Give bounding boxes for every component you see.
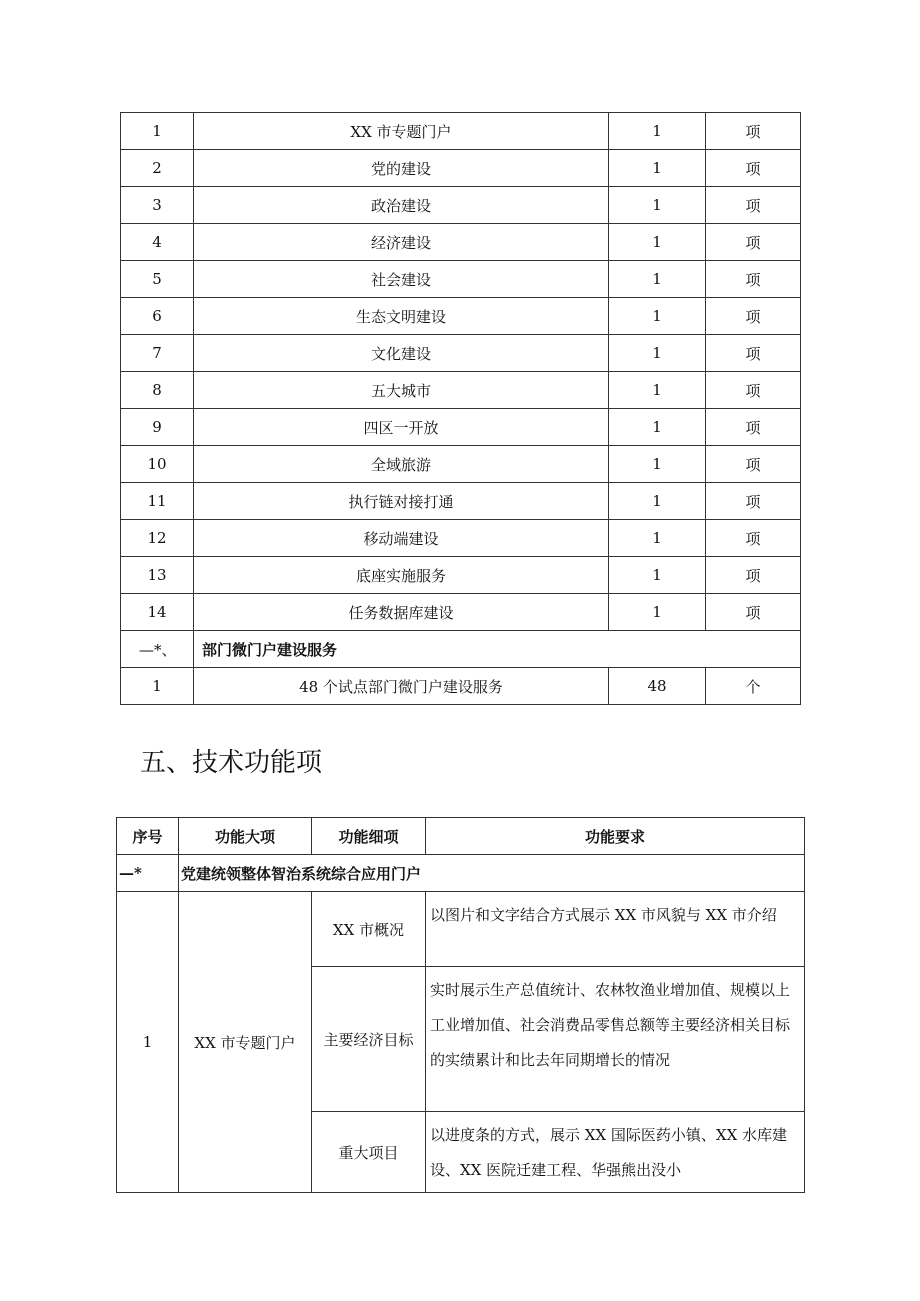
- row-unit: 项: [706, 520, 801, 557]
- row-unit: 项: [706, 150, 801, 187]
- section-title: 部门微门户建设服务: [194, 631, 801, 668]
- item-requirement: 以图片和文字结合方式展示 XX 市风貌与 XX 市介绍: [426, 892, 805, 967]
- row-qty: 1: [609, 187, 706, 224]
- row-no: 3: [121, 187, 194, 224]
- table-row: [117, 892, 805, 967]
- row-qty: 1: [609, 520, 706, 557]
- row-no: 1: [121, 668, 194, 705]
- row-qty: 1: [609, 483, 706, 520]
- row-name: 生态文明建设: [194, 298, 609, 335]
- row-no: 4: [121, 224, 194, 261]
- header-major: 功能大项: [179, 818, 312, 855]
- row-qty: 48: [609, 668, 706, 705]
- row-name: 48 个试点部门微门户建设服务: [194, 668, 609, 705]
- row-name: 四区一开放: [194, 409, 609, 446]
- header-row: [117, 818, 805, 855]
- row-no: 6: [121, 298, 194, 335]
- row-no: 13: [121, 557, 194, 594]
- table-row: [121, 594, 801, 631]
- row-no: 2: [121, 150, 194, 187]
- section-heading: 五、技术功能项: [140, 748, 323, 778]
- row-qty: 1: [609, 409, 706, 446]
- items-table: [120, 112, 801, 705]
- row-no: 8: [121, 372, 194, 409]
- row-unit: 项: [706, 113, 801, 150]
- row-unit: 项: [706, 261, 801, 298]
- table-row: [121, 520, 801, 557]
- row-qty: 1: [609, 372, 706, 409]
- item-detail: 主要经济目标: [312, 967, 426, 1112]
- row-name: 社会建设: [194, 261, 609, 298]
- header-req: 功能要求: [426, 818, 805, 855]
- table-row: [121, 187, 801, 224]
- table-row: [121, 372, 801, 409]
- row-unit: 项: [706, 372, 801, 409]
- row-name: 党的建设: [194, 150, 609, 187]
- row-unit: 项: [706, 298, 801, 335]
- row-no: 9: [121, 409, 194, 446]
- row-unit: 项: [706, 594, 801, 631]
- category-number: —*: [117, 855, 179, 892]
- table-row: [121, 668, 801, 705]
- item-detail: 重大项目: [312, 1112, 426, 1193]
- group-number: 1: [117, 892, 179, 1193]
- category-row: [117, 855, 805, 892]
- table-row: [121, 335, 801, 372]
- row-name: 全域旅游: [194, 446, 609, 483]
- section-row: [121, 631, 801, 668]
- table-row: [121, 261, 801, 298]
- row-unit: 项: [706, 224, 801, 261]
- row-qty: 1: [609, 224, 706, 261]
- table-row: [121, 113, 801, 150]
- row-no: 14: [121, 594, 194, 631]
- row-name: 执行链对接打通: [194, 483, 609, 520]
- row-no: 1: [121, 113, 194, 150]
- row-no: 5: [121, 261, 194, 298]
- function-table: [116, 817, 805, 1193]
- header-no: 序号: [117, 818, 179, 855]
- row-unit: 项: [706, 409, 801, 446]
- row-unit: 项: [706, 483, 801, 520]
- row-no: 12: [121, 520, 194, 557]
- row-name: XX 市专题门户: [194, 113, 609, 150]
- table-row: [121, 446, 801, 483]
- row-unit: 项: [706, 446, 801, 483]
- row-name: 任务数据库建设: [194, 594, 609, 631]
- group-major: XX 市专题门户: [179, 892, 312, 1193]
- row-no: 10: [121, 446, 194, 483]
- row-qty: 1: [609, 298, 706, 335]
- row-unit: 项: [706, 335, 801, 372]
- table-row: [121, 557, 801, 594]
- row-name: 政治建设: [194, 187, 609, 224]
- table-row: [121, 224, 801, 261]
- table-row: [121, 483, 801, 520]
- row-qty: 1: [609, 557, 706, 594]
- row-unit: 项: [706, 187, 801, 224]
- item-requirement: 以进度条的方式，展示 XX 国际医药小镇、XX 水库建设、XX 医院迁建工程、华强熊出没小: [426, 1112, 805, 1193]
- row-name: 移动端建设: [194, 520, 609, 557]
- table-row: [121, 409, 801, 446]
- row-name: 底座实施服务: [194, 557, 609, 594]
- row-qty: 1: [609, 150, 706, 187]
- item-requirement: 实时展示生产总值统计、农林牧渔业增加值、规模以上工业增加值、社会消费品零售总额等主要经济相关目标的实绩累计和比去年同期增长的情况: [426, 967, 805, 1112]
- row-qty: 1: [609, 261, 706, 298]
- row-name: 文化建设: [194, 335, 609, 372]
- table-row: [121, 298, 801, 335]
- row-name: 五大城市: [194, 372, 609, 409]
- item-detail: XX 市概况: [312, 892, 426, 967]
- row-name: 经济建设: [194, 224, 609, 261]
- row-qty: 1: [609, 446, 706, 483]
- row-qty: 1: [609, 335, 706, 372]
- row-no: 7: [121, 335, 194, 372]
- row-no: 11: [121, 483, 194, 520]
- row-qty: 1: [609, 113, 706, 150]
- row-qty: 1: [609, 594, 706, 631]
- row-unit: 个: [706, 668, 801, 705]
- table-row: [121, 150, 801, 187]
- row-unit: 项: [706, 557, 801, 594]
- header-detail: 功能细项: [312, 818, 426, 855]
- section-number: —*、: [121, 631, 194, 668]
- category-title: 党建统领整体智治系统综合应用门户: [179, 855, 805, 892]
